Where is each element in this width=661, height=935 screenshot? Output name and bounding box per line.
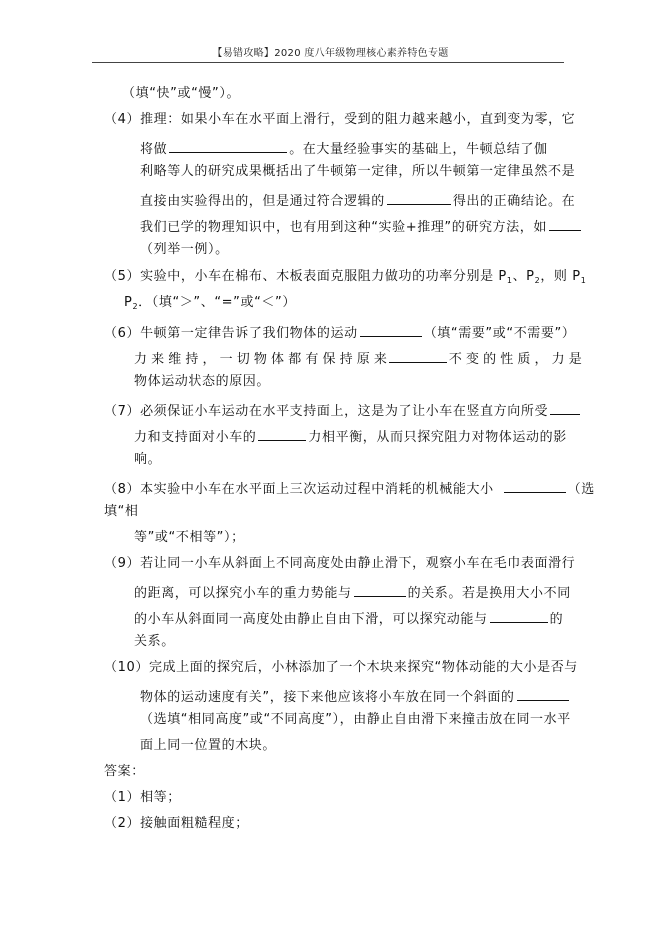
question-number: （4） (104, 112, 141, 127)
subscript: 1 (506, 276, 513, 285)
answer-blank[interactable] (389, 348, 447, 363)
subscript: 2 (534, 276, 541, 285)
question-4-line-3 (140, 164, 575, 180)
text-fragment: （选填“相同高度”或“不同高度”），由静止自由滑下来撞击放在同一水平 (140, 712, 571, 727)
text-fragment: （列举一例）。 (140, 242, 229, 257)
text-fragment: 。在大量经验事实的基础上，牛顿总结了伽 (289, 142, 548, 157)
question-9-line-3 (134, 608, 563, 628)
question-number: （7） (104, 404, 141, 419)
text-fragment: （填“需要”或“不需要”） (423, 326, 576, 341)
text-fragment: 直接由实验得出的，但是通过符合逻辑的 (140, 194, 385, 209)
text-fragment: ．（填“＞”、“=”或“＜”） (138, 295, 296, 310)
text-fragment: 物体运动状态的原因。 (134, 374, 271, 389)
text-fragment: 推理：如果小车在水平面上滑行，受到的阻力越来越小，直到变为零，它 (140, 112, 576, 127)
answer-blank[interactable] (504, 478, 566, 493)
answer-1 (104, 790, 181, 806)
question-4-line-6 (140, 242, 229, 258)
text-fragment: 力相平衡，从而只探究阻力对物体运动的影 (308, 430, 567, 445)
question-8-line-2 (104, 504, 139, 520)
question-5-line-2 (124, 295, 296, 311)
answer-blank[interactable] (549, 216, 581, 231)
text-fragment: 答案： (104, 764, 145, 779)
question-9-line-1 (104, 556, 575, 572)
question-4-line-4 (140, 190, 575, 210)
text-fragment: P (124, 295, 133, 310)
text-fragment: （填“快”或“慢”）。 (122, 86, 241, 101)
text-fragment: 等”或“不相等”）； (134, 530, 245, 545)
text-fragment: 完成上面的探究后，小林添加了一个木块来探究“物体动能的大小是否与 (148, 660, 578, 675)
question-8-line-1 (104, 478, 595, 498)
question-4-line-1 (104, 112, 575, 128)
question-10-line-1 (104, 660, 578, 676)
question-6-line-1 (104, 322, 575, 342)
text-fragment: 关系。 (134, 634, 175, 649)
question-number: （5） (104, 269, 141, 284)
text-fragment: 的距离，可以探究小车的重力势能与 (134, 586, 352, 601)
question-6-line-2 (134, 348, 582, 368)
question-10-line-2 (140, 686, 571, 706)
question-number: （9） (104, 556, 141, 571)
text-fragment: （选 (567, 482, 595, 497)
text-fragment: 、P (512, 269, 535, 284)
text-fragment: 得出的正确结论。在 (452, 194, 576, 209)
question-7-line-3 (134, 452, 161, 468)
question-9-line-4 (134, 634, 175, 650)
text-fragment: ，则 P (540, 269, 581, 284)
answer-blank[interactable] (517, 686, 569, 701)
text-fragment: 将做 (140, 142, 168, 157)
answer-blank[interactable] (387, 190, 451, 205)
question-7-line-1 (104, 400, 582, 420)
text-fragment: 物体的运动速度有关”，接下来他应该将小车放在同一个斜面的 (140, 690, 515, 705)
answer-blank[interactable] (169, 138, 287, 153)
text-fragment: （1）相等； (104, 790, 181, 805)
text-fragment: 响。 (134, 452, 162, 467)
question-9-line-2 (134, 582, 571, 602)
text-fragment: 实验中，小车在棉布、木板表面克服阻力做功的功率分别是 P (140, 269, 507, 284)
text-fragment: 的小车从斜面同一高度处由静止自由下滑，可以探究动能与 (134, 612, 488, 627)
text-fragment: （8）本实验中小车在水平面上三次运动过程中消耗的机械能大小 (104, 482, 494, 497)
text-fragment: 我们已学的物理知识中，也有用到这种“实验+推理”的研究方法，如 (140, 220, 547, 235)
answer-blank[interactable] (258, 426, 306, 441)
text-fragment: 的 (549, 612, 564, 627)
question-6-line-3 (134, 374, 270, 390)
answer-blank[interactable] (490, 608, 548, 623)
text-fragment: 不 变 的 性 质 ， 力 是 (448, 352, 582, 367)
text-fragment: 利略等人的研究成果概括出了牛顿第一定律，所以牛顿第一定律虽然不是 (140, 164, 576, 179)
question-10-line-4 (140, 738, 276, 754)
text-line (122, 86, 240, 102)
text-fragment: 填“相 (104, 504, 139, 519)
text-fragment: 若让同一小车从斜面上不同高度处由静止滑下，观察小车在毛巾表面滑行 (140, 556, 576, 571)
question-10-line-3 (140, 712, 571, 728)
question-4-line-2 (140, 138, 548, 158)
question-8-line-3 (134, 530, 245, 546)
subscript: 1 (580, 276, 587, 285)
text-fragment: 力和支持面对小车的 (134, 430, 257, 445)
question-5-line-1 (104, 269, 586, 285)
text-fragment: （2）接触面粗糙程度； (104, 816, 249, 831)
question-number: （6） (104, 326, 141, 341)
text-fragment: 面上同一位置的木块。 (140, 738, 277, 753)
text-fragment: 牛顿第一定律告诉了我们物体的运动 (140, 326, 358, 341)
page-header: 【易错攻略】2020 度八年级物理核心素养特色专题 (212, 48, 449, 59)
text-fragment: 必须保证小车运动在水平支持面上，这是为了让小车在竖直方向所受 (140, 404, 549, 419)
subscript: 2 (132, 302, 139, 311)
text-fragment: 力 来 维 持 ， 一 切 物 体 都 有 保 持 原 来 (134, 352, 387, 367)
answer-2 (104, 816, 249, 832)
question-4-line-5 (140, 216, 583, 236)
answer-blank[interactable] (360, 322, 422, 337)
question-number: （10） (104, 660, 149, 675)
answer-blank[interactable] (550, 400, 580, 415)
answers-heading (104, 764, 145, 780)
header-divider (92, 62, 564, 63)
answer-blank[interactable] (354, 582, 406, 597)
text-fragment: 的关系。若是换用大小不同 (407, 586, 571, 601)
question-7-line-2 (134, 426, 567, 446)
